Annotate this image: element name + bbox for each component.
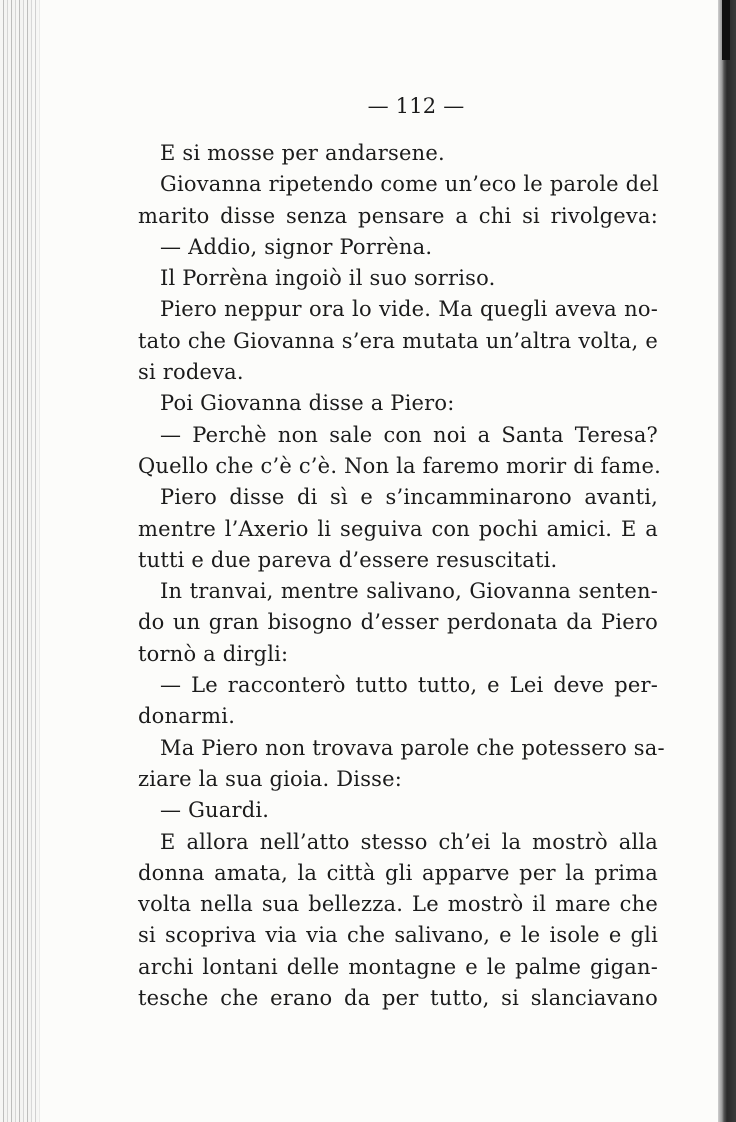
text-line: Piero disse di sì e s’incamminarono avanti,: [160, 485, 658, 510]
text-line: ziare la sua gioia. Disse:: [138, 766, 403, 791]
text-line: Poi Giovanna disse a Piero:: [160, 391, 455, 416]
text-line: mentre l’Axerio li seguiva con pochi amici. E a: [138, 516, 658, 541]
text-line: — Le racconterò tutto tutto, e Lei deve per-: [160, 673, 658, 698]
text-line: Ma Piero non trovava parole che potessero sa-: [160, 735, 665, 760]
text-line: tornò a dirgli:: [138, 641, 289, 666]
text-line: donna amata, la città gli apparve per la prima: [138, 860, 658, 885]
text-line: volta nella sua bellezza. Le mostrò il mare che: [138, 892, 658, 917]
text-line: Piero neppur ora lo vide. Ma quegli aveva no-: [160, 297, 658, 322]
binding-gutter-fade: [30, 0, 48, 1122]
text-line: tesche che erano da per tutto, si slanciavano: [138, 986, 658, 1011]
text-line: Giovanna ripetendo come un’eco le parole del: [160, 172, 659, 197]
page-number: — 112 —: [367, 94, 465, 118]
text-line: marito disse senza pensare a chi si rivolgeva:: [138, 203, 658, 228]
text-line: si scopriva via via che salivano, e le isole e gli: [138, 923, 658, 948]
text-line: archi lontani delle montagne e le palme gigan-: [138, 954, 658, 979]
page-edge-shadow: [718, 0, 736, 1122]
text-line: do un gran bisogno d’esser perdonata da Piero: [138, 610, 658, 635]
text-line: tutti e due pareva d’essere resuscitati.: [138, 547, 558, 572]
page-edge-corner: [722, 0, 730, 60]
text-line: tato che Giovanna s’era mutata un’altra volta, e: [138, 328, 658, 353]
text-line: — Guardi.: [160, 798, 270, 823]
text-line: Il Porrèna ingoiò il suo sorriso.: [160, 266, 496, 291]
text-line: In tranvai, mentre salivano, Giovanna senten-: [160, 579, 658, 604]
text-line: E si mosse per andarsene.: [160, 141, 445, 165]
text-lines: [138, 138, 665, 1014]
text-line: — Perchè non sale con noi a Santa Teresa?: [160, 422, 658, 447]
text-line: Quello che c’è c’è. Non la faremo morir di fame.: [138, 453, 661, 478]
text-line: E allora nell’atto stesso ch’ei la mostrò alla: [160, 829, 658, 854]
text-line: si rodeva.: [138, 360, 244, 385]
text-line: donarmi.: [138, 704, 236, 729]
text-line: — Addio, signor Porrèna.: [160, 234, 433, 259]
page-text: [138, 92, 665, 1014]
